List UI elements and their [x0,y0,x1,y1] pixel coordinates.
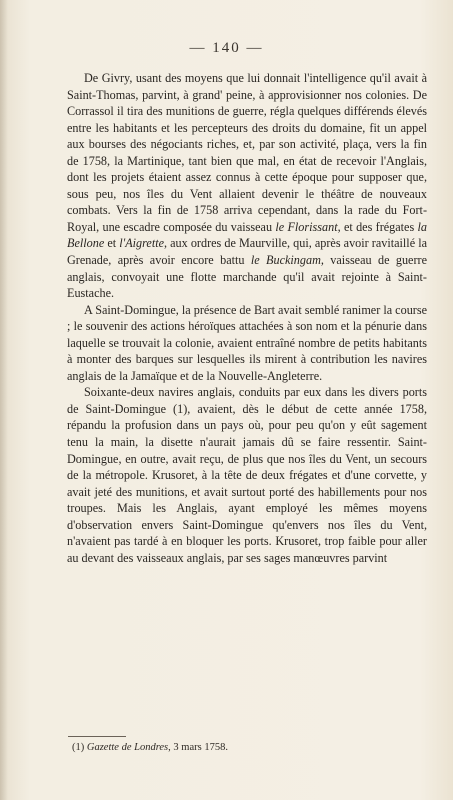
text-run: et [104,236,120,251]
footnote [72,741,228,754]
footnote-rule [68,736,126,737]
page-number: — 140 — [189,40,264,56]
text-run: A Saint-Domingue, la présence de Bart avait semblé ranimer la course ; le souvenir des actions héroïques attachées à son nom et la pénurie dans laquelle se trouvait la colonie, avaient entraîné nombre de petits habitants à monter des barques sur lesquelles ils mirent à contribution les navires anglais de la Jamaïque et de la Nouvelle-Angleterre. [67,302,427,383]
italic-text: le Florissant [275,219,338,234]
footnote-source: Gazette de Londres [86,742,169,753]
paragraph [67,302,427,385]
italic-text: la Bellone [67,219,427,251]
italic-text: l'Aigrette [119,236,165,251]
text-run: , et des frégates [337,219,418,234]
body-text [67,70,427,566]
binding-shadow [0,0,8,800]
text-run: vaisseau de guerre anglais, convoyait une flotte marchande qu'il avait rejointe à Saint-Eustache. [67,253,427,301]
paragraph [67,384,427,566]
italic-text: le Buckingam, [250,253,324,268]
paragraph [67,70,427,302]
footnote-date: , 3 mars 1758. [168,742,228,753]
footnote-marker: (1) [72,742,85,753]
text-run: Soixante-deux navires anglais, conduits par eux dans les divers ports de Saint-Domingue (1), avaient, dès le début de cette année 1758, répandu la profusion dans un pays où, pour peu qu'on y eût sagement tenu la main, la disette n'aurait jamais dû se faire ressentir. Saint-Domingue, en outre, avait reçu, de plus que nos îles du Vent, un secours de la métropole. Krusoret, à la tête de deux frégates et d'une corvette, y avait jeté des munitions, et avait surtout porté des habillements pour nos troupes. Mais les Anglais, ayant employé les mêmes moyens d'observation envers Saint-Domingue qu'envers nos îles du Vent, n'avaient pas tardé à en bloquer les ports. Krusoret, trop faible pour aller au devant des vaisseaux anglais, par ses sages manœuvres parvint [67,385,427,565]
text-run: , aux ordres de Maurville, qui, après avoir ravitaillé la Grenade, après avoir encore battu [67,236,427,268]
text-run: De Givry, usant des moyens que lui donnait l'intelligence qu'il avait à Saint-Thomas, parvint, à grand' peine, à approvisionner nos colonies. De Corrassol il tira des munitions de guerre, régla quelques différends élevés entre les habitants et les percepteurs des droits du domaine, fit un appel aux bourses des négociants riches, et, par son activité, plaça, vers la fin de 1758, la Martinique, tant bien que mal, en état de recevoir l'Anglais, dont les projets étaient assez connus à cette époque pour supposer que, sous peu, nos îles du Vent allaient devenir le théâtre de nouveaux combats. Vers la fin de 1758 arriva cependant, dans la rade du Fort-Royal, une escadre composée du vaisseau [67,71,427,234]
